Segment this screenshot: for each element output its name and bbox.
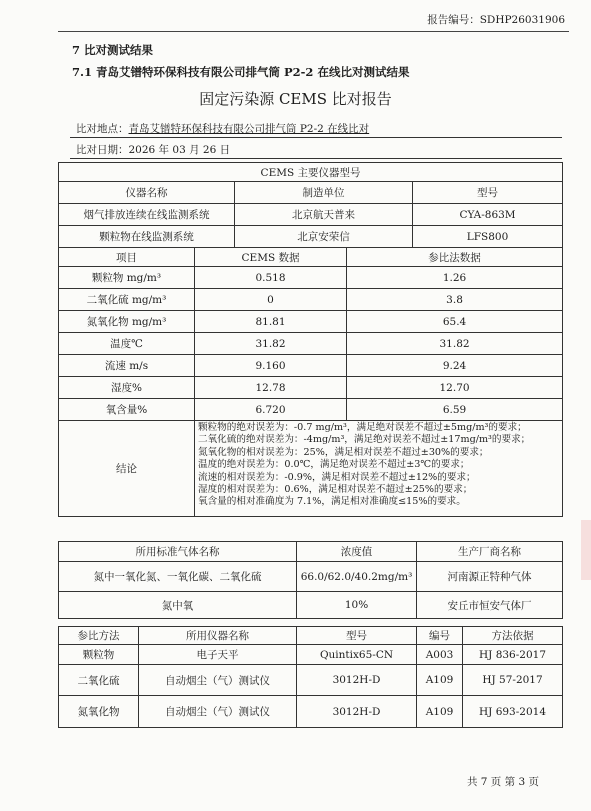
result-row xyxy=(59,289,563,311)
method-basis: HJ 836-2017 xyxy=(463,645,563,665)
result-ref: 6.59 xyxy=(347,399,563,421)
reference-method-table xyxy=(58,626,563,728)
result-item: 氮氧化物 mg/m³ xyxy=(59,311,195,333)
instrument-maker: 北京安荣信 xyxy=(235,226,413,248)
result-row xyxy=(59,355,563,377)
conclusion-line: 湿度的相对误差为：0.6%，满足相对误差不超过±25%的要求； xyxy=(198,484,473,496)
date-line xyxy=(76,142,230,157)
conclusion-text xyxy=(195,421,563,517)
location-label: 比对地点： xyxy=(76,123,129,135)
standard-gas-table xyxy=(58,541,563,619)
location-value: 青岛艾镨特环保科技有限公司排气筒 P2-2 在线比对 xyxy=(128,123,370,135)
result-cems: 31.82 xyxy=(195,333,347,355)
result-item: 湿度% xyxy=(59,377,195,399)
gas-conc: 10% xyxy=(297,592,417,619)
gas-name: 氮中一氧化氮、一氧化碳、二氧化硫 xyxy=(59,562,297,592)
result-ref: 1.26 xyxy=(347,267,563,289)
result-item: 氧含量% xyxy=(59,399,195,421)
conclusion-line: 氧含量的相对准确度为 7.1%，满足相对准确度≤15%的要求。 xyxy=(198,496,466,508)
page-footer: 共 7 页 第 3 页 xyxy=(466,776,539,788)
method-row xyxy=(59,665,563,696)
gas-maker: 河南源正特种气体 xyxy=(417,562,563,592)
result-item: 二氧化硫 mg/m³ xyxy=(59,289,195,311)
gas-name: 氮中氧 xyxy=(59,592,297,619)
instrument-maker: 北京航天普来 xyxy=(235,204,413,226)
instrument-model: CYA-863M xyxy=(413,204,563,226)
method-model: 3012H-D xyxy=(297,665,417,696)
method-instrument: 自动烟尘（气）测试仪 xyxy=(139,665,297,696)
result-cems: 9.160 xyxy=(195,355,347,377)
instrument-row xyxy=(59,204,563,226)
date-label: 比对日期： xyxy=(76,144,129,156)
date-value: 2026 年 03 月 26 日 xyxy=(128,144,231,156)
conclusion-line: 温度的绝对误差为：0.0℃，满足绝对误差不超过±3℃的要求； xyxy=(198,459,470,471)
divider xyxy=(70,158,562,159)
result-row xyxy=(59,267,563,289)
header-rule xyxy=(58,31,569,32)
method-item: 氮氧化物 xyxy=(59,696,139,728)
instrument-header-name: 仪器名称 xyxy=(59,182,235,204)
result-header-cems: CEMS 数据 xyxy=(195,248,347,267)
instrument-caption: CEMS 主要仪器型号 xyxy=(59,163,563,182)
cems-comparison-table xyxy=(58,162,563,517)
method-instrument: 自动烟尘（气）测试仪 xyxy=(139,696,297,728)
method-row xyxy=(59,696,563,728)
instrument-name: 烟气排放连续在线监测系统 xyxy=(59,204,235,226)
location-line xyxy=(76,121,369,136)
method-item: 二氧化硫 xyxy=(59,665,139,696)
method-basis: HJ 693-2014 xyxy=(463,696,563,728)
method-code: A003 xyxy=(417,645,463,665)
method-header-basis: 方法依据 xyxy=(463,627,563,645)
result-ref: 65.4 xyxy=(347,311,563,333)
gas-conc: 66.0/62.0/40.2mg/m³ xyxy=(297,562,417,592)
conclusion-label: 结论 xyxy=(59,421,195,517)
result-ref: 31.82 xyxy=(347,333,563,355)
instrument-header-model: 型号 xyxy=(413,182,563,204)
result-item: 颗粒物 mg/m³ xyxy=(59,267,195,289)
result-header-item: 项目 xyxy=(59,248,195,267)
result-row xyxy=(59,311,563,333)
result-cems: 0.518 xyxy=(195,267,347,289)
divider xyxy=(70,137,562,138)
instrument-model: LFS800 xyxy=(413,226,563,248)
result-item: 温度℃ xyxy=(59,333,195,355)
result-cems: 12.78 xyxy=(195,377,347,399)
method-header-model: 型号 xyxy=(297,627,417,645)
method-model: 3012H-D xyxy=(297,696,417,728)
conclusion-line: 二氧化硫的绝对误差为：-4mg/m³，满足绝对误差不超过±17mg/m³的要求； xyxy=(198,434,531,446)
conclusion-line: 颗粒物的绝对误差为：-0.7 mg/m³，满足绝对误差不超过±5mg/m³的要求； xyxy=(198,422,527,433)
result-row xyxy=(59,333,563,355)
report-title: 固定污染源 CEMS 比对报告 xyxy=(199,90,392,108)
instrument-row xyxy=(59,226,563,248)
report-number: 报告编号：SDHP26031906 xyxy=(427,14,565,26)
method-header-instrument: 所用仪器名称 xyxy=(139,627,297,645)
seal-mark xyxy=(581,520,591,580)
gas-header-conc: 浓度值 xyxy=(297,542,417,562)
method-header-code: 编号 xyxy=(417,627,463,645)
result-row xyxy=(59,399,563,421)
gas-header-maker: 生产厂商名称 xyxy=(417,542,563,562)
gas-header-name: 所用标准气体名称 xyxy=(59,542,297,562)
result-item: 流速 m/s xyxy=(59,355,195,377)
result-cems: 81.81 xyxy=(195,311,347,333)
method-basis: HJ 57-2017 xyxy=(463,665,563,696)
method-code: A109 xyxy=(417,696,463,728)
result-row xyxy=(59,377,563,399)
subsection-heading: 7.1 青岛艾镨特环保科技有限公司排气筒 P2-2 在线比对测试结果 xyxy=(72,65,410,79)
instrument-name: 颗粒物在线监测系统 xyxy=(59,226,235,248)
method-header-method: 参比方法 xyxy=(59,627,139,645)
method-item: 颗粒物 xyxy=(59,645,139,665)
result-cems: 6.720 xyxy=(195,399,347,421)
gas-row xyxy=(59,562,563,592)
result-cems: 0 xyxy=(195,289,347,311)
method-code: A109 xyxy=(417,665,463,696)
conclusion-line: 流速的相对误差为：-0.9%，满足相对误差不超过±12%的要求； xyxy=(198,471,476,483)
method-instrument: 电子天平 xyxy=(139,645,297,665)
gas-row xyxy=(59,592,563,619)
result-header-ref: 参比法数据 xyxy=(347,248,563,267)
method-model: Quintix65-CN xyxy=(297,645,417,665)
result-ref: 3.8 xyxy=(347,289,563,311)
method-row xyxy=(59,645,563,665)
gas-maker: 安丘市恒安气体厂 xyxy=(417,592,563,619)
result-ref: 9.24 xyxy=(347,355,563,377)
section-heading: 7 比对测试结果 xyxy=(72,43,154,57)
instrument-header-maker: 制造单位 xyxy=(235,182,413,204)
conclusion-line: 氮氧化物的相对误差为：25%，满足相对误差不超过±30%的要求； xyxy=(198,446,489,458)
result-ref: 12.70 xyxy=(347,377,563,399)
